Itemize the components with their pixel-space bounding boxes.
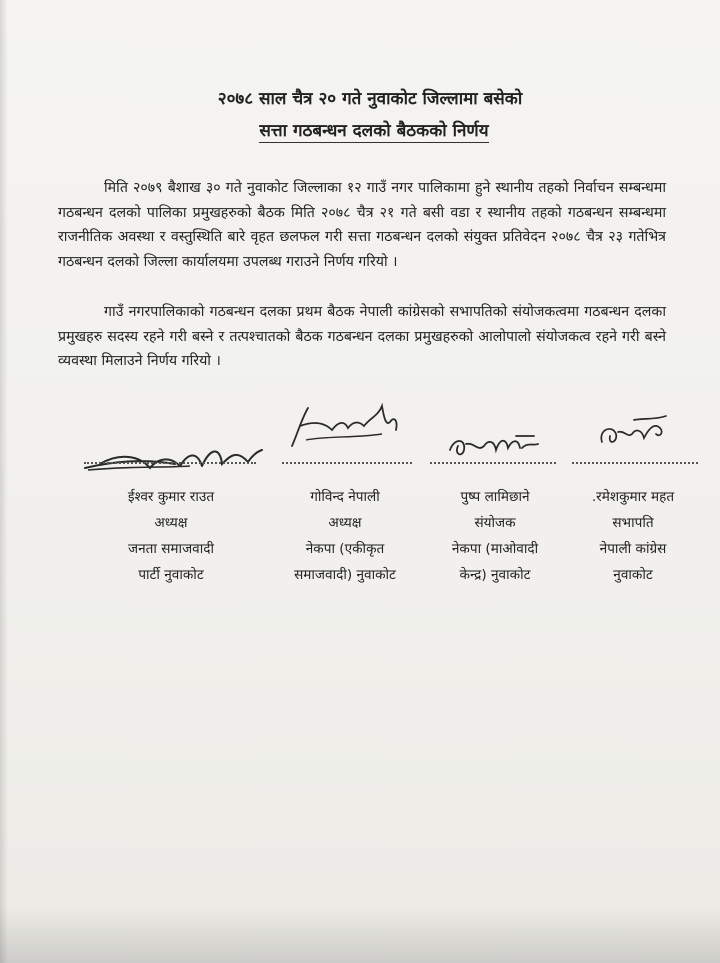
signatory-name: .रमेशकुमार महत [591, 489, 675, 505]
decision-paragraph-2: गाउँ नगरपालिकाको गठबन्धन दलका प्रथम बैठक नेपाली कांग्रेसको सभापतिको संयोजकत्वमा गठबन्धन दलका प्रमुखहरु सदस्य रहने गरी बस्ने र तत्पश्चातको बैठक गठबन्धन दलका प्रमुखहरुको आलोपालो संयोजकत्व रहने गरी बस्ने व्यवस्था मिलाउने निर्णय गरियो । [58, 304, 666, 370]
signatory-2 [270, 484, 420, 588]
signatory-name: पुष्प लामिछाने [460, 489, 530, 505]
document-title-underlined: सत्ता गठबन्धन दलको बैठकको निर्णय [259, 121, 489, 141]
signatory-role: अध्यक्ष [328, 515, 362, 531]
signatory-org-line1: जनता समाजवादी [128, 541, 214, 557]
signatory-org-line2: समाजवादी) नुवाकोट [294, 567, 396, 583]
signature-3-handwriting [444, 424, 544, 464]
signatory-1 [96, 484, 246, 588]
signatory-3 [420, 484, 570, 588]
signatory-role: अध्यक्ष [154, 515, 188, 531]
signatory-4 [558, 484, 708, 588]
document-title-line1: २०७८ साल चैत्र २० गते नुवाकोट जिल्लामा बसेको [217, 89, 523, 109]
scan-shadow-left [0, 0, 8, 963]
document-title-line2 [14, 118, 720, 141]
signatory-org-line1: नेकपा (माओवादी [451, 541, 539, 557]
signatory-org-line2: पार्टी नुवाकोट [138, 567, 204, 583]
signatory-name: गोविन्द नेपाली [310, 489, 380, 505]
signature-2-handwriting [286, 396, 406, 458]
signature-1-handwriting [80, 428, 270, 478]
scan-shadow-bottom [0, 905, 720, 963]
signature-line-1 [84, 462, 256, 464]
signatory-name: ईश्वर कुमार राउत [127, 489, 215, 505]
signatory-org-line2: नुवाकोट [613, 567, 653, 583]
signature-line-4 [572, 462, 698, 464]
signature-line-3 [430, 462, 556, 464]
signatory-role: सभापति [612, 515, 654, 531]
decision-paragraph-1: मिति २०७९ बैशाख ३० गते नुवाकोट जिल्लाका १२ गाउँ नगर पालिकामा हुने स्थानीय तहको निर्वाचन सम्बन्धमा गठबन्धन दलको पालिका प्रमुखहरुको बैठक मिति २०७८ चैत्र २१ गते बसी वडा र स्थानीय तहको गठबन्धन सम्बन्धमा राजनीतिक अवस्था र वस्तुस्थिति बारे वृहत छलफल गरी सत्ता गठबन्धन दलको संयुक्त प्रतिवेदन २०७८ चैत्र २३ गतेभित्र गठबन्धन दलको जिल्ला कार्यालयमा उपलब्ध गराउने निर्णय गरियो । [58, 180, 666, 270]
signatory-role: संयोजक [474, 515, 516, 531]
signature-4-handwriting [594, 412, 674, 456]
signatory-org-line2: केन्द्र) नुवाकोट [459, 567, 531, 583]
signatory-org-line1: नेकपा (एकीकृत [305, 541, 385, 557]
signature-line-2 [282, 462, 412, 464]
signatory-org-line1: नेपाली कांग्रेस [599, 541, 667, 557]
